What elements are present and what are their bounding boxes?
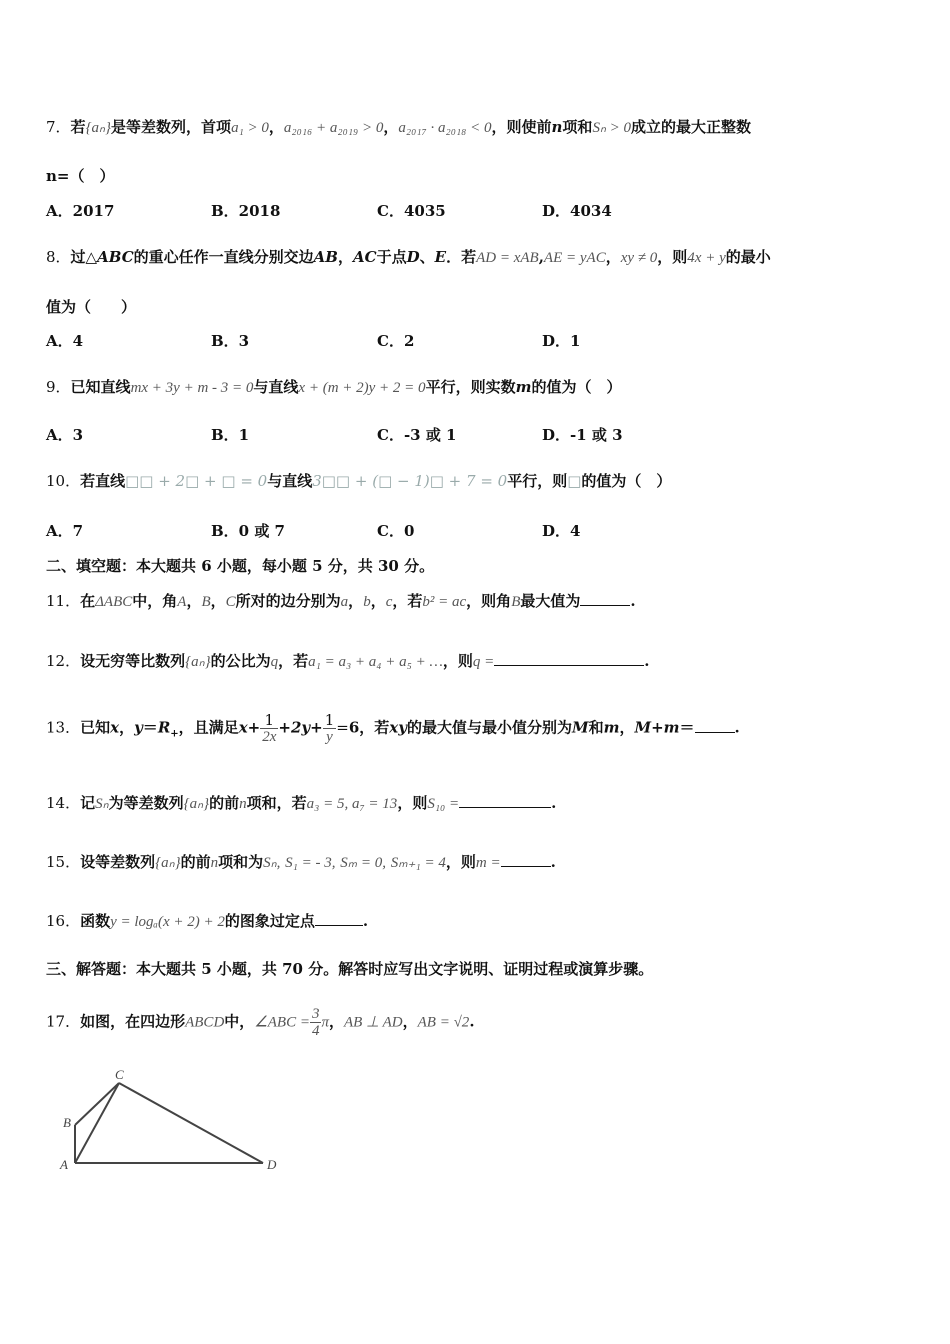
q12-number: 12． — [46, 652, 81, 670]
q16-answer-blank[interactable] — [315, 911, 363, 926]
q9-option-d[interactable]: D．-1 或 3 — [542, 426, 623, 444]
q7-option-d[interactable]: D．4034 — [542, 202, 612, 220]
q12-answer-blank[interactable] — [494, 651, 644, 666]
q14-stem: 14．记Sₙ为等差数列{aₙ}的前n项和，若a₃ = 5, a₇ = 13，则S₁₀ = . — [46, 794, 557, 812]
q17-number: 17． — [46, 1012, 81, 1031]
q15-number: 15． — [46, 853, 81, 871]
label-d: D — [267, 1157, 277, 1172]
q7-option-c[interactable]: C．4035 — [377, 202, 446, 220]
q9-option-b[interactable]: B．1 — [211, 426, 250, 444]
q8-number: 8． — [46, 248, 71, 266]
edge-bc — [75, 1083, 119, 1125]
q14-number: 14． — [46, 794, 81, 812]
q7-number: 7． — [46, 118, 71, 136]
q12-stem: 12．设无穷等比数列{aₙ}的公比为q，若a₁ = a₃ + a₄ + a₅ + …，则q = . — [46, 652, 650, 670]
q17-stem: 17．如图，在四边形ABCD中，∠ABC = $\frac{3}{4}$ π，AB ⊥ AD，AB = √2. — [46, 1006, 475, 1039]
q13-fraction-1: $\frac{1}{2x}$ — [262, 711, 277, 745]
section-fill-in-heading: 二、填空题：本大题共 6 小题，每小题 5 分，共 30 分。 — [46, 557, 435, 575]
diagonal-ac — [75, 1083, 119, 1163]
q11-number: 11． — [46, 592, 81, 610]
q13-fraction-2: $\frac{1}{y}$ — [324, 711, 335, 745]
q13-stem: 13．已知x，$y=R_+$，且满足x+ $\frac{1}{2x}$ +2y+ $\frac{1}{y}$ =6，若xy的最大值与最小值分别为M和m，M+m＝ . — [46, 711, 740, 745]
q13-answer-blank[interactable] — [695, 718, 735, 733]
q8-option-d[interactable]: D．1 — [542, 332, 581, 350]
section-solution-heading: 三、解答题：本大题共 5 小题，共 70 分。解答时应写出文字说明、证明过程或演算步骤。 — [46, 960, 654, 978]
q16-stem: 16．函数y = logₐ(x + 2) + 2的图象过定点 . — [46, 912, 369, 930]
q9-option-c[interactable]: C．-3 或 1 — [377, 426, 457, 444]
q17-fraction: $\frac{3}{4}$ — [311, 1006, 320, 1039]
label-c: C — [115, 1067, 124, 1082]
q15-stem: 15．设等差数列{aₙ}的前n项和为Sₙ, S₁ = - 3, Sₘ = 0, Sₘ₊₁ = 4，则m = . — [46, 853, 556, 871]
q16-number: 16． — [46, 912, 81, 930]
q10-option-c[interactable]: C．0 — [377, 522, 415, 540]
q7-option-a[interactable]: A．2017 — [46, 202, 115, 220]
q7-option-b[interactable]: B．2018 — [211, 202, 281, 220]
label-b: B — [63, 1115, 71, 1130]
q10-option-b[interactable]: B．0 或 7 — [211, 522, 285, 540]
q10-option-d[interactable]: D．4 — [542, 522, 581, 540]
q13-number: 13． — [46, 718, 81, 737]
q8-option-a[interactable]: A．4 — [46, 332, 84, 350]
q11-stem: 11．在ΔABC中，角A，B，C所对的边分别为a，b，c，若b² = ac，则角B最大值为 . — [46, 592, 636, 610]
q15-answer-blank[interactable] — [501, 852, 551, 867]
q9-option-a[interactable]: A．3 — [46, 426, 84, 444]
q11-answer-blank[interactable] — [580, 591, 630, 606]
edge-cd — [119, 1083, 263, 1163]
q9-stem: 9．已知直线mx + 3y + m - 3 = 0与直线x + (m + 2)y + 2 = 0平行，则实数m的值为（ ） — [46, 378, 622, 396]
q7-stem-line2: n=（ ） — [46, 167, 115, 185]
quadrilateral-figure — [55, 1065, 295, 1180]
q10-option-a[interactable]: A．7 — [46, 522, 84, 540]
label-a: A — [60, 1157, 68, 1172]
q10-number: 10． — [46, 472, 81, 490]
q14-answer-blank[interactable] — [459, 793, 551, 808]
q10-stem: 10．若直线□□ + 2□ + □ = 0与直线3□□ + (□ − 1)□ + 7 = 0平行，则□的值为（ ） — [46, 472, 672, 490]
q8-option-c[interactable]: C．2 — [377, 332, 415, 350]
q9-number: 9． — [46, 378, 71, 396]
q8-stem-line2: 值为（ ） — [46, 298, 137, 316]
q8-stem: 8．过△ABC的重心任作一直线分别交边AB，AC于点D、E．若AD = xAB,AE = yAC，xy ≠ 0，则4x + y的最小 — [46, 248, 771, 266]
q7-stem: 7．若{aₙ}是等差数列，首项a₁ > 0，a₂₀₁₆ + a₂₀₁₉ > 0，a₂₀₁₇ · a₂₀₁₈ < 0，则使前n项和Sₙ > 0成立的最大正整数 — [46, 118, 752, 136]
q8-option-b[interactable]: B．3 — [211, 332, 250, 350]
q7-sequence: {aₙ} — [85, 120, 112, 136]
